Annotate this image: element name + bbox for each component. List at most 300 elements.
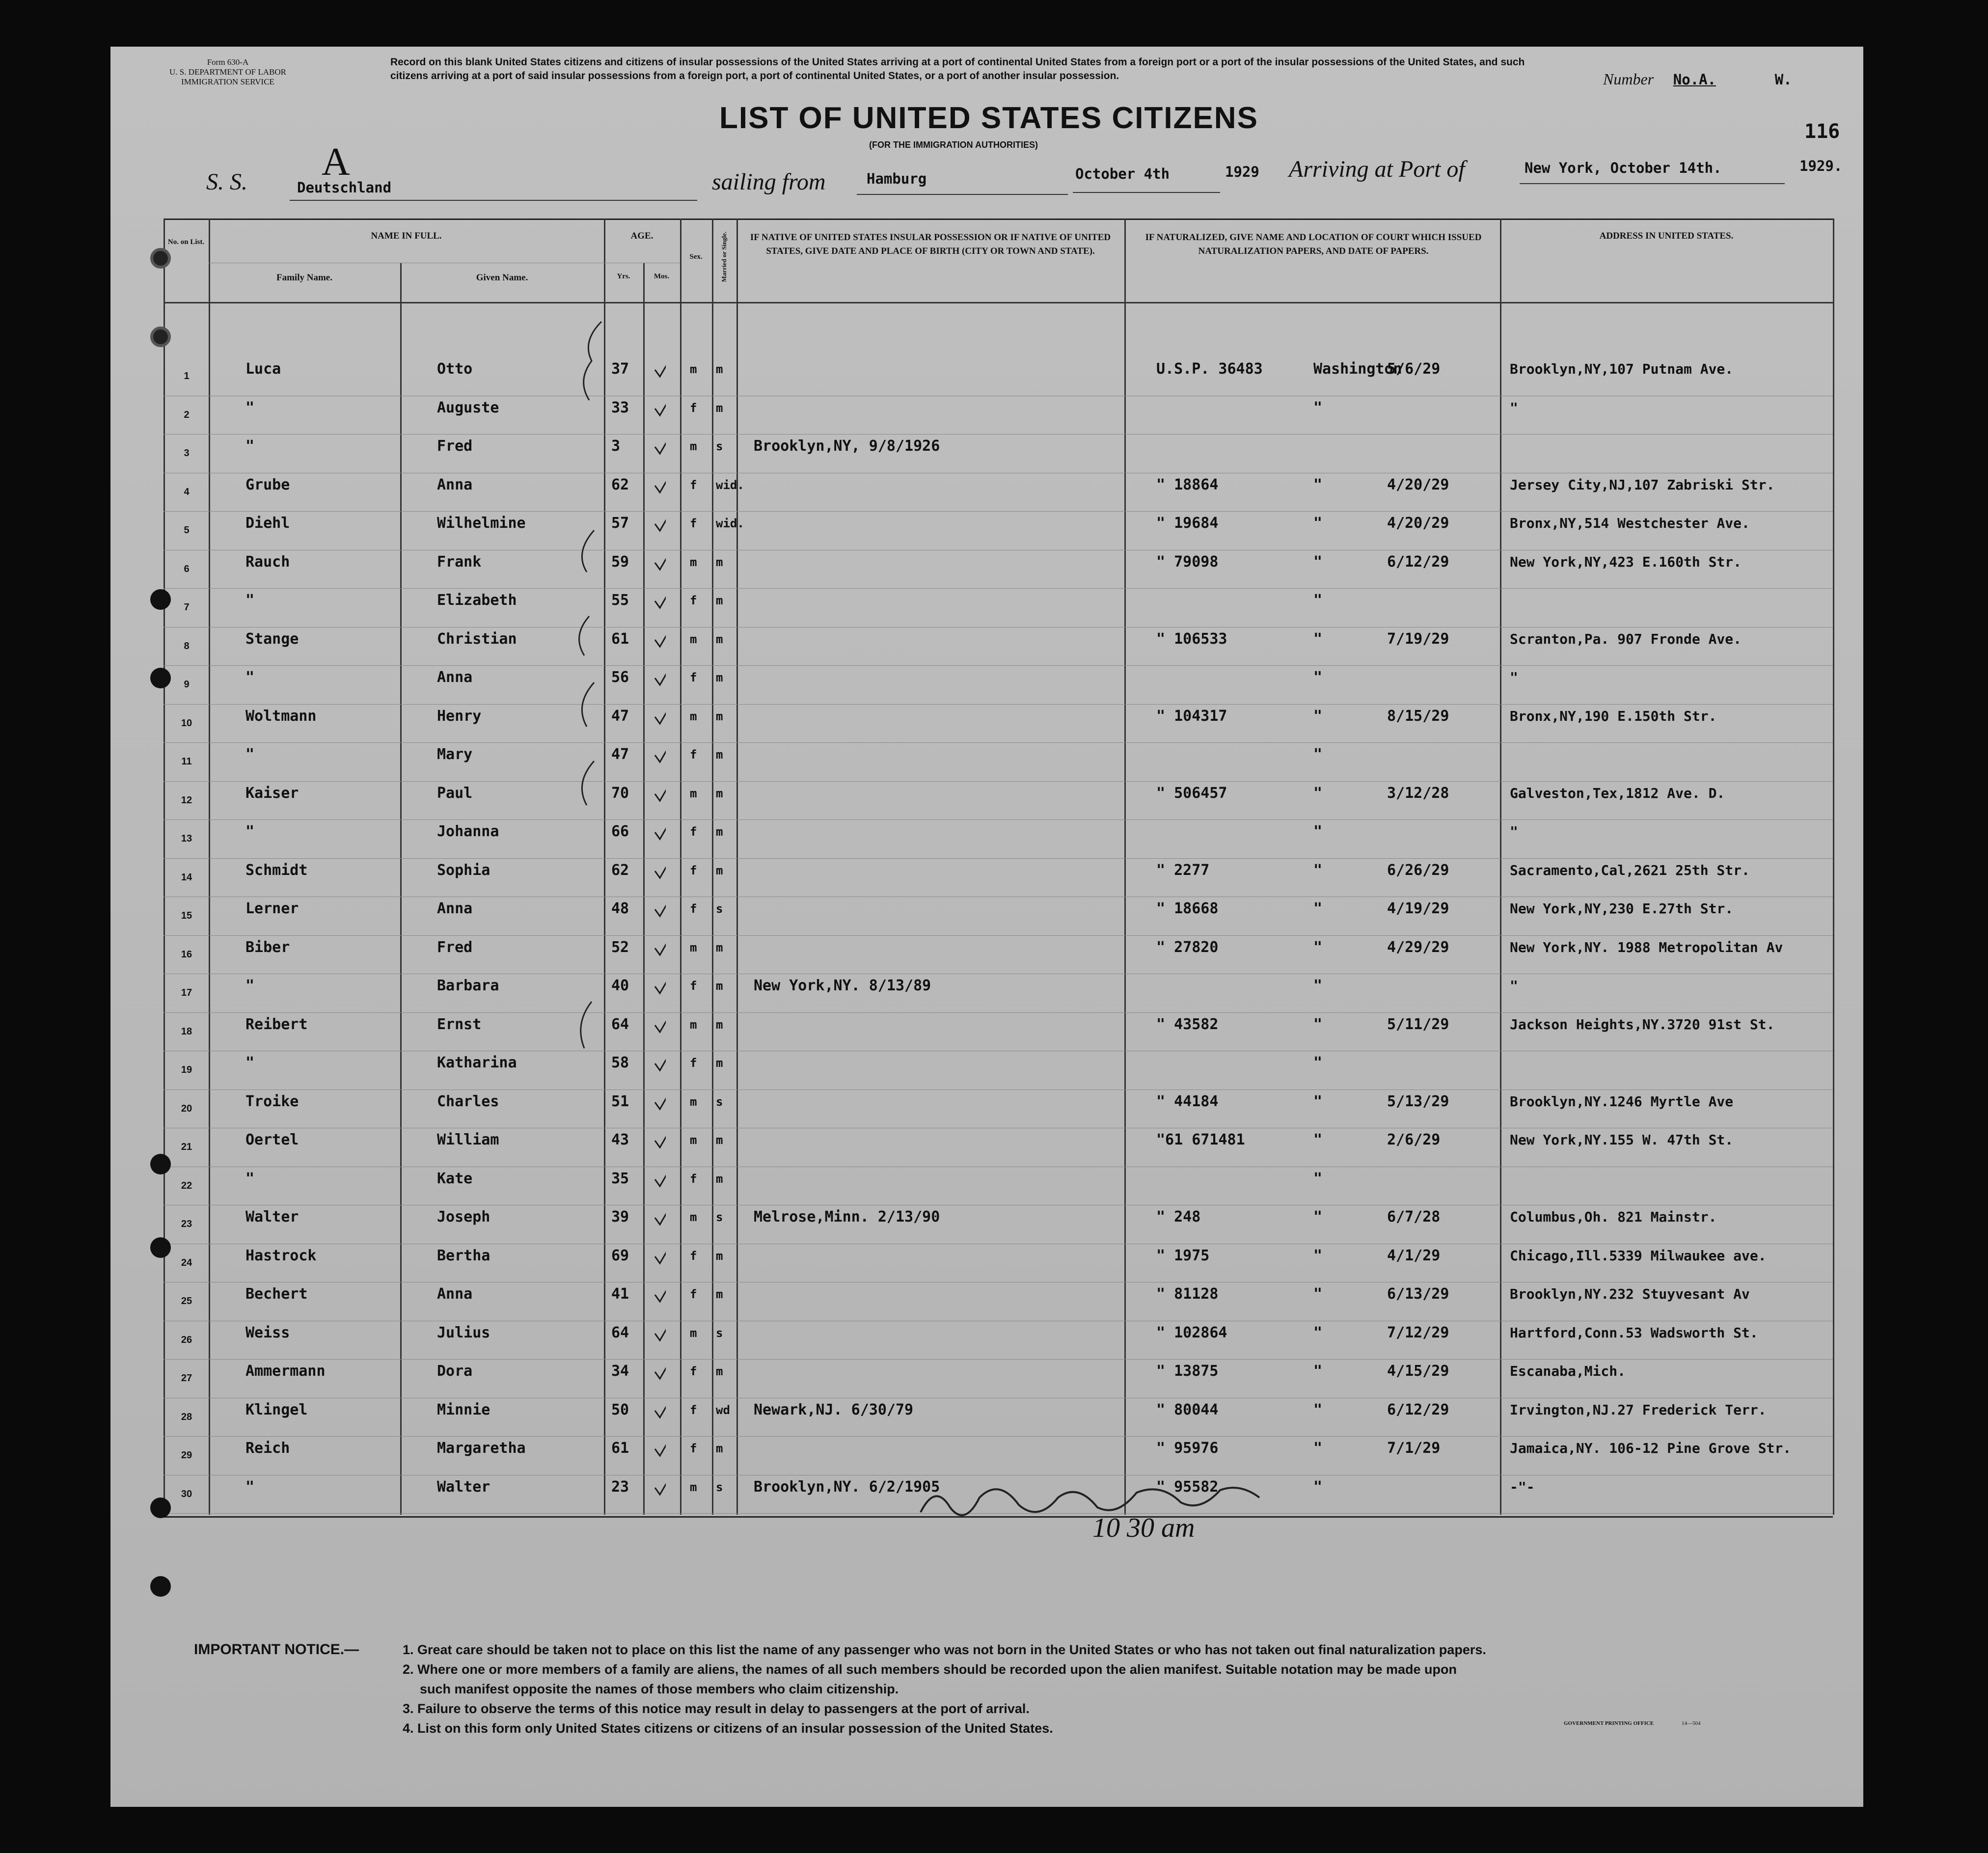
row-family: Rauch	[245, 553, 290, 571]
row-loc: "	[1313, 515, 1323, 532]
row-ms: m	[716, 594, 723, 607]
row-ms: wid.	[716, 478, 744, 492]
row-given: Margaretha	[437, 1440, 526, 1457]
row-address: Scranton,Pa. 907 Fronde Ave.	[1510, 630, 1742, 647]
row-ms: m	[716, 825, 723, 839]
ship-name: Deutschland	[297, 179, 392, 196]
row-loc: Washington	[1313, 360, 1402, 378]
printer-imprint: GOVERNMENT PRINTING OFFICE	[1564, 1720, 1654, 1726]
row-yrs: 47	[611, 746, 629, 763]
row-given: Auguste	[437, 399, 499, 416]
row-loc: "	[1313, 1362, 1323, 1380]
row-loc: "	[1313, 399, 1323, 416]
row-family: Lerner	[245, 900, 299, 917]
row-address: Bronx,NY,514 Westchester Ave.	[1510, 515, 1750, 531]
row-birth: Brooklyn,NY. 6/2/1905	[754, 1478, 940, 1496]
row-number: 23	[181, 1219, 192, 1229]
col-header-naturalization: IF NATURALIZED, GIVE NAME AND LOCATION OF COURT WHICH ISSUED NATURALIZATION PAPERS, AND DATE OF PAPERS.	[1145, 232, 1482, 256]
row-number: 30	[181, 1488, 192, 1499]
ship-mark: A	[322, 140, 350, 184]
row-address: New York,NY,230 E.27th Str.	[1510, 900, 1734, 917]
row-court: " 27820	[1156, 938, 1219, 956]
row-given: Fred	[437, 437, 473, 455]
row-address: Bronx,NY,190 E.150th Str.	[1510, 708, 1717, 724]
row-given: Charles	[437, 1092, 499, 1110]
row-family: Ammermann	[245, 1362, 326, 1380]
bracket-mark	[584, 322, 601, 400]
sailing-from-label: sailing from	[712, 169, 826, 195]
row-address: -"-	[1510, 1478, 1535, 1495]
row-ms: m	[716, 1133, 723, 1147]
row-court: U.S.P. 36483	[1156, 360, 1263, 378]
row-number: 24	[181, 1257, 192, 1268]
row-sex: m	[690, 1480, 697, 1494]
row-sex: f	[690, 825, 697, 839]
row-court: " 506457	[1156, 784, 1227, 802]
row-sex: f	[690, 1287, 697, 1301]
row-date: 6/12/29	[1387, 1401, 1449, 1418]
row-family: "	[245, 977, 255, 994]
row-ms: m	[716, 362, 723, 376]
row-loc: "	[1313, 630, 1323, 648]
row-yrs: 47	[611, 707, 629, 725]
row-court: " 19684	[1156, 515, 1219, 532]
bracket-mark	[582, 682, 594, 727]
row-date: 8/15/29	[1387, 707, 1449, 725]
row-ms: s	[716, 902, 723, 916]
row-given: Anna	[437, 669, 473, 686]
row-number: 11	[181, 756, 192, 767]
row-family: Woltmann	[245, 707, 317, 725]
row-given: Katharina	[437, 1054, 517, 1071]
bracket-mark	[581, 1002, 592, 1048]
row-loc: "	[1313, 1478, 1323, 1496]
row-sex: m	[690, 709, 697, 723]
sailing-year: 1929	[1225, 164, 1259, 180]
row-date: 7/1/29	[1387, 1440, 1441, 1457]
row-given: Frank	[437, 553, 482, 571]
row-loc: "	[1313, 1015, 1323, 1033]
binder-hole	[150, 589, 171, 610]
row-yrs: 70	[611, 784, 629, 802]
row-sex: f	[690, 401, 697, 415]
row-number: 8	[184, 640, 190, 652]
row-address: Sacramento,Cal,2621 25th Str.	[1510, 862, 1750, 878]
row-family: Biber	[245, 938, 290, 956]
form-id-line1: Form 630-A	[207, 57, 249, 67]
row-date: 5/6/29	[1387, 360, 1441, 378]
row-sex: f	[690, 517, 697, 530]
form-id-line2: U. S. DEPARTMENT OF LABOR	[169, 67, 286, 77]
row-address: Chicago,Ill.5339 Milwaukee ave.	[1510, 1247, 1767, 1264]
row-number: 16	[181, 949, 192, 960]
row-birth: New York,NY. 8/13/89	[754, 977, 931, 994]
row-address: New York,NY,423 E.160th Str.	[1510, 553, 1742, 570]
row-sex: f	[690, 1249, 697, 1263]
row-address: Irvington,NJ.27 Frederick Terr.	[1510, 1401, 1767, 1418]
row-loc: "	[1313, 823, 1323, 840]
row-birth: Melrose,Minn. 2/13/90	[754, 1208, 940, 1226]
row-family: "	[245, 1478, 255, 1496]
col-header-no: No. on List.	[167, 238, 205, 246]
row-yrs: 66	[611, 823, 629, 840]
page-subtitle: (FOR THE IMMIGRATION AUTHORITIES)	[869, 140, 1038, 150]
col-header-family: Family Name.	[276, 272, 332, 283]
row-ms: wd	[716, 1403, 730, 1417]
row-address: Columbus,Oh. 821 Mainstr.	[1510, 1209, 1717, 1225]
row-court: " 43582	[1156, 1015, 1219, 1033]
page-number: 116	[1804, 120, 1840, 143]
row-family: Reich	[245, 1440, 290, 1457]
row-sex: f	[690, 1172, 697, 1186]
sailing-port: Hamburg	[867, 170, 927, 187]
row-family: Troike	[245, 1092, 299, 1110]
row-number: 4	[184, 486, 190, 497]
row-yrs: 55	[611, 592, 629, 609]
row-date: 4/20/29	[1387, 515, 1449, 532]
row-ms: m	[716, 786, 723, 800]
row-yrs: 62	[611, 861, 629, 879]
row-court: " 248	[1156, 1208, 1201, 1226]
row-number: 19	[181, 1064, 192, 1075]
row-date: 5/11/29	[1387, 1015, 1449, 1033]
row-loc: "	[1313, 938, 1323, 956]
row-ms: s	[716, 1326, 723, 1340]
row-address: "	[1510, 978, 1518, 994]
row-court: " 1975	[1156, 1247, 1210, 1264]
row-date: 6/12/29	[1387, 553, 1449, 571]
row-ms: wid.	[716, 517, 744, 530]
notice-item-1: 1. Great care should be taken not to place on this list the name of any passenger who was not born in the United States or who has not taken out final naturalization papers.	[403, 1642, 1486, 1657]
row-ms: s	[716, 1210, 723, 1224]
row-address: Jersey City,NJ,107 Zabriski Str.	[1510, 476, 1775, 493]
row-sex: f	[690, 863, 697, 877]
row-ms: m	[716, 1287, 723, 1301]
row-sex: m	[690, 786, 697, 800]
row-family: Walter	[245, 1208, 299, 1226]
col-header-name: NAME IN FULL.	[371, 231, 442, 241]
row-ms: m	[716, 1017, 723, 1032]
number-suffix: W.	[1774, 71, 1792, 88]
row-yrs: 51	[611, 1092, 629, 1110]
row-sex: f	[690, 1442, 697, 1455]
row-given: Christian	[437, 630, 517, 648]
row-ms: s	[716, 439, 723, 453]
row-given: Barbara	[437, 977, 499, 994]
row-sex: f	[690, 1364, 697, 1378]
row-court: " 79098	[1156, 553, 1219, 571]
row-yrs: 52	[611, 938, 629, 956]
row-birth: Newark,NJ. 6/30/79	[754, 1401, 914, 1418]
row-address: "	[1510, 669, 1518, 685]
row-family: "	[245, 399, 255, 416]
row-given: Johanna	[437, 823, 499, 840]
row-ms: m	[716, 863, 723, 877]
row-date: 4/1/29	[1387, 1247, 1441, 1264]
row-loc: "	[1313, 861, 1323, 879]
row-number: 9	[184, 679, 190, 690]
row-number: 20	[181, 1103, 192, 1114]
row-yrs: 61	[611, 630, 629, 648]
row-date: 6/7/28	[1387, 1208, 1441, 1226]
row-date: 6/26/29	[1387, 861, 1449, 879]
number-value: No.A.	[1673, 71, 1716, 88]
notice-item-2: 2. Where one or more members of a family are aliens, the names of all such members should be recorded upon the alien manifest. Suitable notation may be made upon	[403, 1662, 1457, 1677]
row-family: Kaiser	[245, 784, 299, 802]
row-family: Reibert	[245, 1015, 308, 1033]
row-ms: m	[716, 671, 723, 684]
row-court: " 104317	[1156, 707, 1227, 725]
row-given: Anna	[437, 476, 473, 493]
row-yrs: 48	[611, 900, 629, 917]
row-ms: m	[716, 632, 723, 646]
row-number: 28	[181, 1411, 192, 1422]
row-yrs: 59	[611, 553, 629, 571]
row-given: Anna	[437, 900, 473, 917]
row-given: Sophia	[437, 861, 490, 879]
row-family: Bechert	[245, 1285, 308, 1303]
row-loc: "	[1313, 1131, 1323, 1148]
row-court: " 44184	[1156, 1092, 1219, 1110]
row-sex: m	[690, 632, 697, 646]
col-header-yrs: Yrs.	[617, 272, 630, 280]
row-number: 15	[181, 910, 192, 921]
row-given: Kate	[437, 1170, 473, 1187]
binder-hole	[150, 1154, 171, 1174]
row-loc: "	[1313, 1208, 1323, 1226]
row-number: 29	[181, 1450, 192, 1461]
row-yrs: 39	[611, 1208, 629, 1226]
row-ms: m	[716, 401, 723, 415]
row-given: William	[437, 1131, 499, 1148]
row-date: 4/29/29	[1387, 938, 1449, 956]
row-family: Luca	[245, 360, 281, 378]
row-number: 21	[181, 1142, 192, 1152]
row-date: 3/12/28	[1387, 784, 1449, 802]
row-loc: "	[1313, 1247, 1323, 1264]
row-ms: m	[716, 709, 723, 723]
row-address: Jackson Heights,NY.3720 91st St.	[1510, 1016, 1775, 1033]
row-loc: "	[1313, 1054, 1323, 1071]
row-yrs: 56	[611, 669, 629, 686]
row-sex: m	[690, 940, 697, 954]
row-address: "	[1510, 399, 1518, 416]
page-title: LIST OF UNITED STATES CITIZENS	[719, 101, 1258, 135]
row-family: Weiss	[245, 1324, 290, 1341]
row-loc: "	[1313, 1285, 1323, 1303]
row-court: " 80044	[1156, 1401, 1219, 1418]
row-given: Walter	[437, 1478, 490, 1496]
row-sex: f	[690, 979, 697, 993]
row-sex: f	[690, 1403, 697, 1417]
row-loc: "	[1313, 1170, 1323, 1187]
row-date: 4/19/29	[1387, 900, 1449, 917]
row-given: Bertha	[437, 1247, 490, 1264]
row-sex: f	[690, 1056, 697, 1070]
row-number: 27	[181, 1373, 192, 1384]
row-number: 18	[181, 1026, 192, 1037]
row-date: 7/19/29	[1387, 630, 1449, 648]
row-sex: m	[690, 362, 697, 376]
row-number: 7	[184, 602, 190, 613]
row-yrs: 61	[611, 1440, 629, 1457]
row-given: Minnie	[437, 1401, 490, 1418]
row-sex: f	[690, 748, 697, 762]
row-loc: "	[1313, 592, 1323, 609]
binder-hole	[150, 327, 171, 347]
row-given: Elizabeth	[437, 592, 517, 609]
row-sex: m	[690, 1210, 697, 1224]
binder-hole	[150, 1576, 171, 1597]
row-ms: m	[716, 1442, 723, 1455]
row-date: 4/15/29	[1387, 1362, 1449, 1380]
row-family: "	[245, 1170, 255, 1187]
row-family: Hastrock	[245, 1247, 317, 1264]
row-given: Wilhelmine	[437, 515, 526, 532]
col-header-address: ADDRESS IN UNITED STATES.	[1599, 231, 1734, 241]
row-court: " 102864	[1156, 1324, 1227, 1341]
row-number: 22	[181, 1180, 192, 1191]
row-address: Brooklyn,NY.1246 Myrtle Ave	[1510, 1093, 1734, 1110]
col-header-birth: IF NATIVE OF UNITED STATES INSULAR POSSESSION OR IF NATIVE OF UNITED STATES, GIVE DATE AND PLACE OF BIRTH (CITY OR TOWN AND STATE).	[750, 232, 1111, 256]
binder-hole	[150, 248, 171, 269]
col-header-given: Given Name.	[476, 272, 528, 283]
row-yrs: 33	[611, 399, 629, 416]
row-family: Grube	[245, 476, 290, 493]
row-loc: "	[1313, 900, 1323, 917]
form-id-line3: IMMIGRATION SERVICE	[181, 77, 274, 86]
row-ms: m	[716, 555, 723, 569]
row-sex: f	[690, 902, 697, 916]
row-date: 5/13/29	[1387, 1092, 1449, 1110]
row-yrs: 62	[611, 476, 629, 493]
row-given: Ernst	[437, 1015, 482, 1033]
row-given: Mary	[437, 746, 473, 763]
printer-code: 14—504	[1682, 1720, 1701, 1726]
row-loc: "	[1313, 977, 1323, 994]
row-date: 6/13/29	[1387, 1285, 1449, 1303]
row-loc: "	[1313, 1440, 1323, 1457]
sailing-date: October 4th	[1075, 165, 1170, 182]
binder-hole	[150, 668, 171, 688]
row-date: 7/12/29	[1387, 1324, 1449, 1341]
arriving-label: Arriving at Port of	[1289, 156, 1465, 182]
binder-hole	[150, 1498, 171, 1518]
col-header-married: Married or Single.	[720, 231, 728, 282]
important-notice	[194, 1640, 359, 1660]
row-yrs: 50	[611, 1401, 629, 1418]
row-number: 14	[181, 872, 192, 883]
row-loc: "	[1313, 1401, 1323, 1418]
row-given: Joseph	[437, 1208, 490, 1226]
row-loc: "	[1313, 707, 1323, 725]
row-date: 4/20/29	[1387, 476, 1449, 493]
binder-hole	[150, 1237, 171, 1258]
row-ms: m	[716, 748, 723, 762]
row-address: "	[1510, 823, 1518, 840]
row-number: 13	[181, 833, 192, 844]
row-ms: m	[716, 1364, 723, 1378]
row-family: "	[245, 669, 255, 686]
row-family: Stange	[245, 630, 299, 648]
row-family: "	[245, 437, 255, 455]
row-yrs: 35	[611, 1170, 629, 1187]
col-header-sex: Sex.	[689, 253, 703, 261]
row-sex: m	[690, 1133, 697, 1147]
row-address: Brooklyn,NY,107 Putnam Ave.	[1510, 361, 1734, 377]
row-given: Paul	[437, 784, 473, 802]
signature-time: 10 30 am	[1092, 1513, 1195, 1543]
row-court: " 13875	[1156, 1362, 1219, 1380]
row-address: New York,NY.155 W. 47th St.	[1510, 1132, 1734, 1148]
row-sex: m	[690, 1326, 697, 1340]
row-family: Oertel	[245, 1131, 299, 1148]
row-ms: m	[716, 1249, 723, 1263]
row-court: " 81128	[1156, 1285, 1219, 1303]
row-number: 12	[181, 794, 192, 806]
row-yrs: 58	[611, 1054, 629, 1071]
row-ms: s	[716, 1480, 723, 1494]
row-court: "61 671481	[1156, 1131, 1245, 1148]
row-court: " 95976	[1156, 1440, 1219, 1457]
row-ms: m	[716, 979, 723, 993]
row-number: 17	[181, 987, 192, 998]
ship-prefix: S. S.	[206, 169, 247, 195]
row-court: " 2277	[1156, 861, 1210, 879]
row-number: 3	[184, 448, 190, 459]
row-yrs: 37	[611, 360, 629, 378]
row-loc: "	[1313, 476, 1323, 493]
row-birth: Brooklyn,NY, 9/8/1926	[754, 437, 940, 455]
arriving-year: 1929.	[1799, 158, 1843, 174]
row-family: "	[245, 592, 255, 609]
row-address: Escanaba,Mich.	[1510, 1363, 1626, 1379]
row-address: New York,NY. 1988 Metropolitan Av	[1510, 939, 1783, 955]
row-ms: s	[716, 1094, 723, 1109]
row-yrs: 41	[611, 1285, 629, 1303]
row-sex: m	[690, 555, 697, 569]
row-number: 10	[181, 717, 192, 729]
row-given: Dora	[437, 1362, 473, 1380]
row-yrs: 3	[611, 437, 621, 455]
row-family: Schmidt	[245, 861, 308, 879]
row-address: Hartford,Conn.53 Wadsworth St.	[1510, 1324, 1758, 1341]
notice-label: IMPORTANT NOTICE.—	[194, 1641, 359, 1658]
row-family: Diehl	[245, 515, 290, 532]
manifest-sheet	[110, 47, 1863, 1807]
row-number: 6	[184, 563, 190, 574]
number-label: Number	[1603, 70, 1654, 88]
intro-text: Record on this blank United States citizens and citizens of insular possessions of the United States arriving at a port of continental United States from a foreign port or a port of the insular possessions of the United States, and such citizens arriving at a port of said insular possessions from a foreign port, a port of continental United States, or a port of another insular possession.	[390, 56, 1525, 82]
row-yrs: 23	[611, 1478, 629, 1496]
bracket-mark	[579, 616, 589, 655]
row-family: "	[245, 746, 255, 763]
row-loc: "	[1313, 669, 1323, 686]
row-number: 2	[184, 409, 190, 420]
row-sex: m	[690, 1017, 697, 1032]
row-number: 5	[184, 525, 190, 536]
row-yrs: 64	[611, 1015, 629, 1033]
row-yrs: 57	[611, 515, 629, 532]
row-yrs: 43	[611, 1131, 629, 1148]
row-address: Brooklyn,NY.232 Stuyvesant Av	[1510, 1286, 1750, 1302]
row-given: Fred	[437, 938, 473, 956]
row-sex: m	[690, 439, 697, 453]
col-header-age: AGE.	[630, 231, 654, 241]
arriving-port-date: New York, October 14th.	[1525, 160, 1722, 176]
row-loc: "	[1313, 784, 1323, 802]
row-loc: "	[1313, 746, 1323, 763]
